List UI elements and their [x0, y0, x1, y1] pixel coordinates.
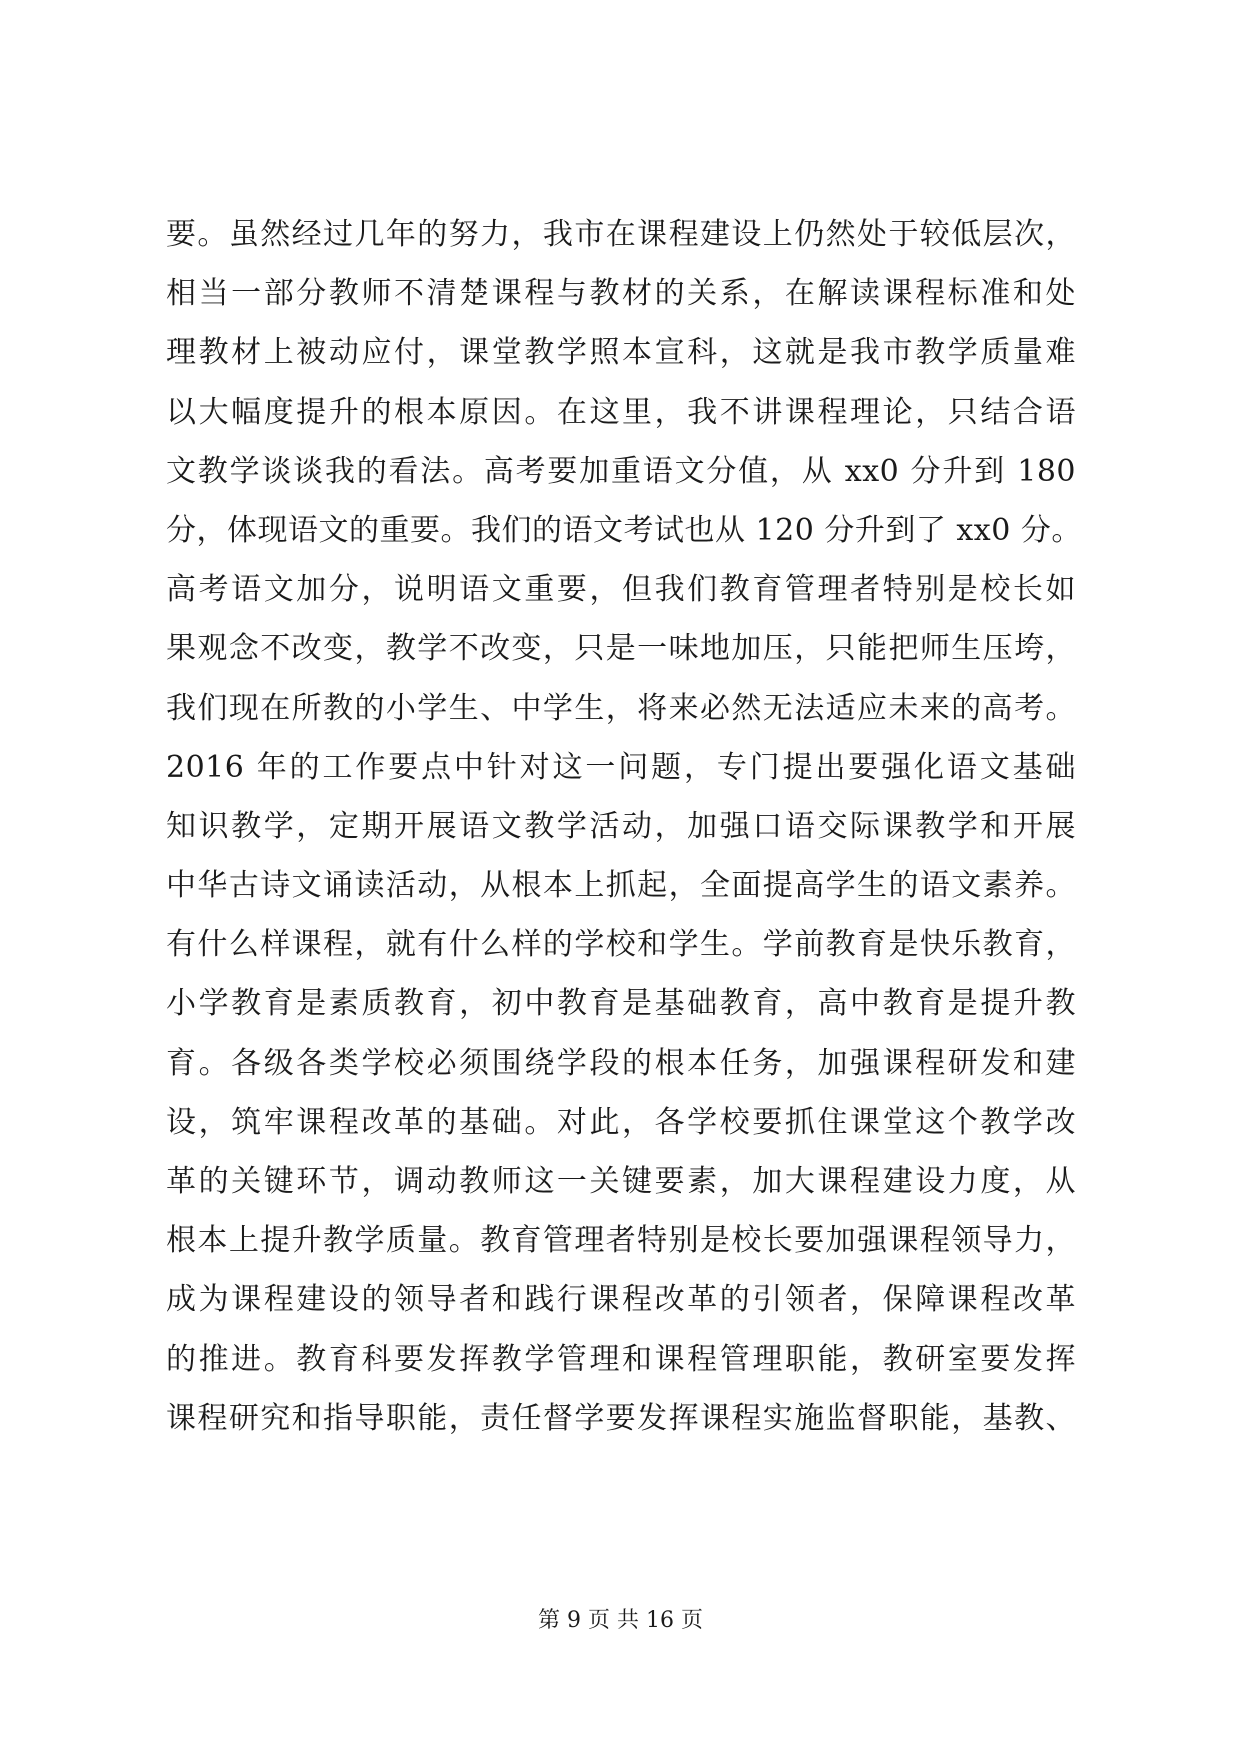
text-line: 分，体现语文的重要。我们的语文考试也从 120 分升到了 xx0 分。 — [166, 512, 1082, 548]
text-line: 的推进。教育科要发挥教学管理和课程管理职能，教研室要发挥 — [166, 1341, 1076, 1377]
text-line: 知识教学，定期开展语文教学活动，加强口语交际课教学和开展 — [166, 808, 1076, 844]
text-line: 革的关键环节，调动教师这一关键要素，加大课程建设力度，从 — [166, 1164, 1076, 1199]
text-line: 有什么样课程，就有什么样的学校和学生。学前教育是快乐教育， — [166, 927, 1076, 963]
text-line: 课程研究和指导职能，责任督学要发挥课程实施监督职能，基教、 — [166, 1400, 1076, 1436]
text-line: 文教学谈谈我的看法。高考要加重语文分值，从 xx0 分升到 180 — [166, 453, 1076, 489]
text-line: 以大幅度提升的根本原因。在这里，我不讲课程理论，只结合语 — [166, 394, 1076, 430]
text-line: 小学教育是素质教育，初中教育是基础教育，高中教育是提升教 — [166, 986, 1076, 1022]
text-line: 中华古诗文诵读活动，从根本上抓起，全面提高学生的语文素养。 — [166, 868, 1076, 904]
text-line: 育。各级各类学校必须围绕学段的根本任务，加强课程研发和建 — [166, 1045, 1076, 1081]
text-line: 相当一部分教师不清楚课程与教材的关系，在解读课程标准和处 — [166, 276, 1076, 312]
text-line: 成为课程建设的领导者和践行课程改革的引领者，保障课程改革 — [166, 1282, 1076, 1318]
text-line: 设，筑牢课程改革的基础。对此，各学校要抓住课堂这个教学改 — [166, 1104, 1076, 1140]
text-line: 高考语文加分，说明语文重要，但我们教育管理者特别是校长如 — [166, 572, 1076, 608]
page-number-footer: 第 9 页 共 16 页 — [538, 1608, 703, 1633]
text-line: 理教材上被动应付，课堂教学照本宣科，这就是我市教学质量难 — [166, 335, 1076, 371]
text-line: 要。虽然经过几年的努力，我市在课程建设上仍然处于较低层次， — [166, 217, 1076, 252]
body-text — [166, 205, 1082, 1448]
text-line: 我们现在所教的小学生、中学生，将来必然无法适应未来的高考。 — [166, 690, 1076, 726]
text-line: 果观念不改变，教学不改变，只是一味地加压，只能把师生压垮， — [166, 631, 1076, 667]
text-line: 2016 年的工作要点中针对这一问题，专门提出要强化语文基础 — [166, 749, 1076, 785]
text-line: 根本上提升教学质量。教育管理者特别是校长要加强课程领导力， — [166, 1223, 1076, 1259]
